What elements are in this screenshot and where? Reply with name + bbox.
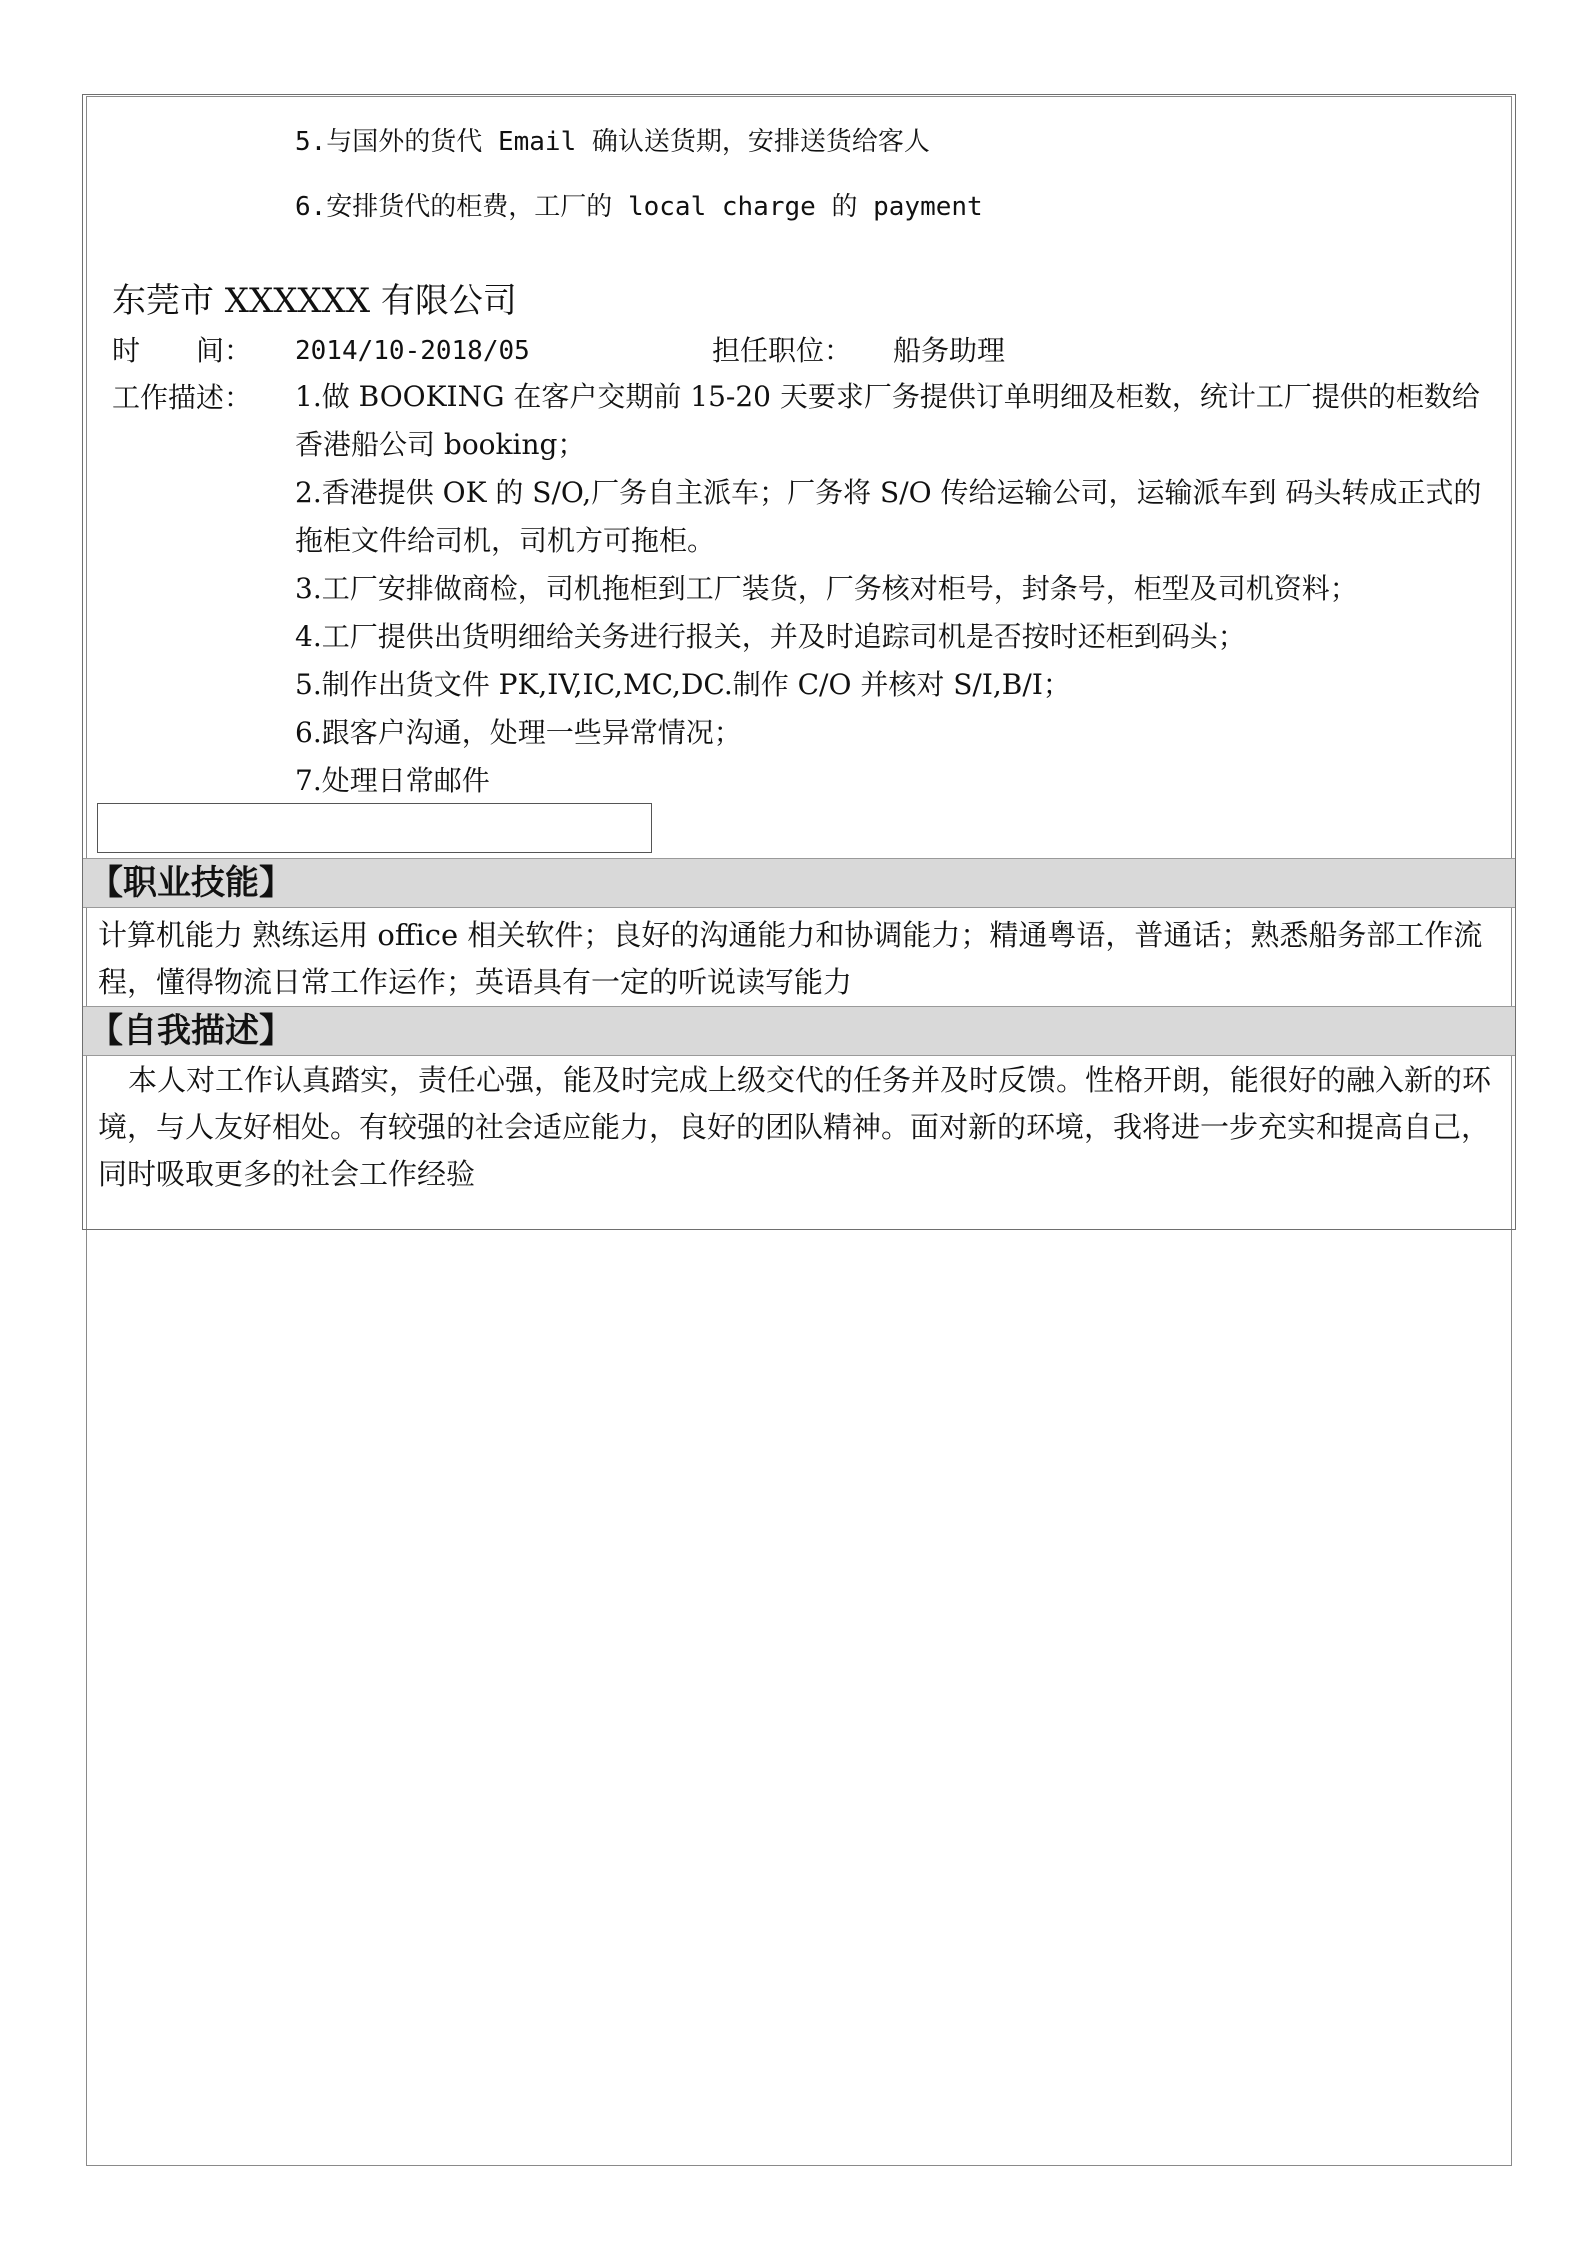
position-value: 船务助理 [893, 334, 1006, 367]
job-description-item: 3.工厂安排做商检，司机拖柜到工厂装货，厂务核对柜号，封条号，柜型及司机资料； [295, 572, 1358, 605]
job-description-item: 5.制作出货文件 PK,IV,IC,MC,DC.制作 C/O 并核对 S/I,B/I； [295, 668, 1071, 701]
description-label: 工作描述： [112, 381, 253, 414]
skills-section-header [83, 858, 1515, 908]
self-description-text: 本人对工作认真踏实，责任心强，能及时完成上级交代的任务并及时反馈。性格开朗，能很好的融入新的环境，与人友好相处。有较强的社会适应能力，良好的团队精神。面对新的环境，我将进一步充实和提高自己，同时吸取更多的社会工作经验 [98, 1063, 1492, 1191]
job-description-item: 1.做 BOOKING 在客户交期前 15-20 天要求厂务提供订单明细及柜数，统计工厂提供的柜数给香港船公司 booking； [295, 380, 1480, 461]
skills-text: 计算机能力 熟练运用 office 相关软件；良好的沟通能力和协调能力；精通粤语，普通话；熟悉船务部工作流程，懂得物流日常工作运作；英语具有一定的听说读写能力 [98, 918, 1483, 999]
job-description-item: 4.工厂提供出货明细给关务进行报关，并及时追踪司机是否按时还柜到码头； [295, 620, 1246, 653]
self-description-section-header [83, 1006, 1515, 1056]
skills-title: 【职业技能】 [89, 863, 293, 903]
position-label: 担任职位： [712, 334, 853, 367]
time-value: 2014/10-2018/05 [295, 336, 530, 366]
previous-job-item-5: 5.与国外的货代 Email 确认送货期，安排送货给客人 [295, 127, 930, 157]
self-description-title: 【自我描述】 [89, 1011, 293, 1051]
time-label: 时 间： [112, 334, 253, 367]
job-description-item: 6.跟客户沟通，处理一些异常情况； [295, 716, 742, 749]
job-description-item: 7.处理日常邮件 [295, 764, 490, 797]
blank-field-box [97, 803, 652, 853]
previous-job-item-6: 6.安排货代的柜费，工厂的 local charge 的 payment [295, 192, 983, 222]
company-name: 东莞市 XXXXXX 有限公司 [112, 281, 517, 321]
job-description-list [295, 373, 1490, 805]
job-description-item: 2.香港提供 OK 的 S/O,厂务自主派车；厂务将 S/O 传给运输公司，运输派车到 码头转成正式的拖柜文件给司机，司机方可拖柜。 [295, 476, 1482, 557]
